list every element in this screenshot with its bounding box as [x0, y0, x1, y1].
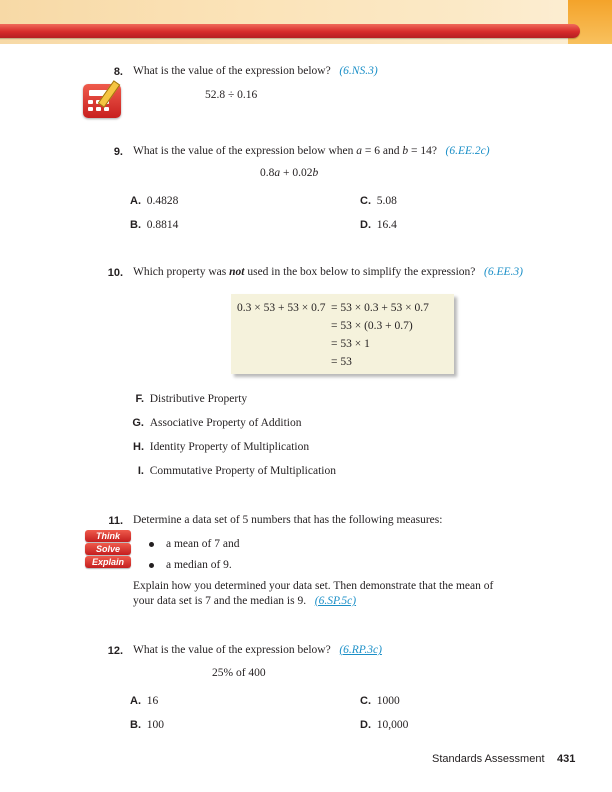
- option-letter: C.: [360, 195, 371, 207]
- box-line-1: = 53 × 0.3 + 53 × 0.7: [331, 302, 429, 314]
- simplification-box: [231, 294, 454, 374]
- q10-option-h[interactable]: [130, 441, 350, 453]
- q8-expression: 52.8 ÷ 0.16: [205, 89, 258, 101]
- option-letter: A.: [130, 195, 141, 207]
- q9-option-d[interactable]: [360, 219, 397, 231]
- option-text: 100: [146, 719, 164, 731]
- q12-option-b[interactable]: [130, 719, 164, 731]
- option-text: 16.4: [376, 219, 397, 231]
- q11-bullet-1: a mean of 7 and: [166, 538, 240, 550]
- q10-number: 10.: [107, 267, 123, 279]
- q10-text-a: Which property was: [133, 266, 227, 278]
- bullet-dot: [149, 542, 154, 547]
- q12-number: 12.: [107, 645, 123, 657]
- badge-think: Think: [85, 530, 131, 542]
- q11-explain-line-1: Explain how you determined your data set. Then demonstrate that the mean of: [133, 580, 494, 592]
- option-letter: I.: [137, 465, 144, 477]
- q9-number: 9.: [113, 146, 123, 158]
- q11-bullet-2: a median of 9.: [166, 559, 232, 571]
- option-letter: B.: [130, 719, 141, 731]
- q11-number: 11.: [108, 515, 123, 527]
- q9-standard: (6.EE.2c): [445, 145, 490, 157]
- option-letter: C.: [360, 695, 371, 707]
- q9-expr-b: + 0.02: [280, 167, 313, 179]
- option-text: 1000: [376, 695, 400, 707]
- box-line-2: = 53 × (0.3 + 0.7): [331, 320, 413, 332]
- bullet-dot: [149, 563, 154, 568]
- q9-option-b[interactable]: [130, 219, 178, 231]
- option-text: Distributive Property: [149, 393, 248, 405]
- think-solve-explain-badge: [85, 530, 131, 569]
- q11-prompt: Determine a data set of 5 numbers that has the following measures:: [133, 514, 443, 526]
- q9-expression: [260, 167, 318, 179]
- q12-text: What is the value of the expression below?: [133, 644, 331, 656]
- q11-explain-line-2: [133, 595, 356, 607]
- q11-standard[interactable]: (6.SP.5c): [314, 595, 357, 607]
- q9-option-c[interactable]: [360, 195, 397, 207]
- q8-text: What is the value of the expression below?: [133, 65, 331, 77]
- q12-option-d[interactable]: [360, 719, 408, 731]
- option-letter: F.: [135, 393, 144, 405]
- q9-option-a[interactable]: [130, 195, 178, 207]
- option-text: Commutative Property of Multiplication: [149, 465, 336, 477]
- option-text: 0.4828: [146, 195, 179, 207]
- option-letter: H.: [133, 441, 144, 453]
- q9-text-b: = 6 and: [361, 145, 403, 157]
- option-text: Identity Property of Multiplication: [149, 441, 310, 453]
- q9-prompt: [133, 145, 490, 157]
- box-lhs: 0.3 × 53 + 53 × 0.7: [237, 302, 326, 314]
- q8-prompt: [133, 65, 378, 77]
- q10-prompt: [133, 266, 523, 278]
- page-number: 431: [557, 753, 576, 765]
- q12-prompt: [133, 644, 382, 656]
- option-text: 0.8814: [146, 219, 179, 231]
- q12-expression: 25% of 400: [212, 667, 266, 679]
- q10-option-f[interactable]: [130, 393, 330, 405]
- q9-var-a: a: [356, 145, 362, 157]
- option-letter: A.: [130, 695, 141, 707]
- q9-expr-a: 0.8: [260, 167, 275, 179]
- q10-standard: (6.EE.3): [484, 266, 523, 278]
- option-text: 5.08: [376, 195, 397, 207]
- option-text: 16: [146, 695, 159, 707]
- q9-var-b: b: [402, 145, 409, 157]
- q10-emphasis: not: [229, 266, 245, 278]
- q12-standard[interactable]: (6.RP.3c): [339, 644, 382, 656]
- q9-expr-var-b: b: [312, 167, 319, 179]
- box-line-3: = 53 × 1: [331, 338, 370, 350]
- badge-solve: Solve: [85, 543, 131, 555]
- option-letter: G.: [132, 417, 144, 429]
- top-banner: [0, 0, 612, 44]
- q9-text-a: What is the value of the expression below when: [133, 145, 354, 157]
- calculator-icon: [83, 84, 121, 118]
- footer-title: Standards Assessment: [432, 753, 545, 765]
- q11-explain-text: your data set is 7 and the median is 9.: [133, 595, 307, 607]
- option-letter: B.: [130, 219, 141, 231]
- box-line-4: = 53: [331, 356, 352, 368]
- q9-expr-var-a: a: [274, 167, 281, 179]
- option-text: 10,000: [376, 719, 409, 731]
- option-letter: D.: [360, 719, 371, 731]
- q10-text-b: used in the box below to simplify the expression?: [247, 266, 476, 278]
- q8-standard: (6.NS.3): [339, 65, 378, 77]
- option-letter: D.: [360, 219, 371, 231]
- q9-text-c: = 14?: [408, 145, 437, 157]
- option-text: Associative Property of Addition: [149, 417, 302, 429]
- badge-explain: Explain: [85, 556, 131, 568]
- banner-stripe: [0, 24, 580, 38]
- q12-option-c[interactable]: [360, 695, 400, 707]
- q12-option-a[interactable]: [130, 695, 158, 707]
- q10-option-i[interactable]: [130, 465, 370, 477]
- q10-option-g[interactable]: [130, 417, 350, 429]
- q8-number: 8.: [113, 66, 123, 78]
